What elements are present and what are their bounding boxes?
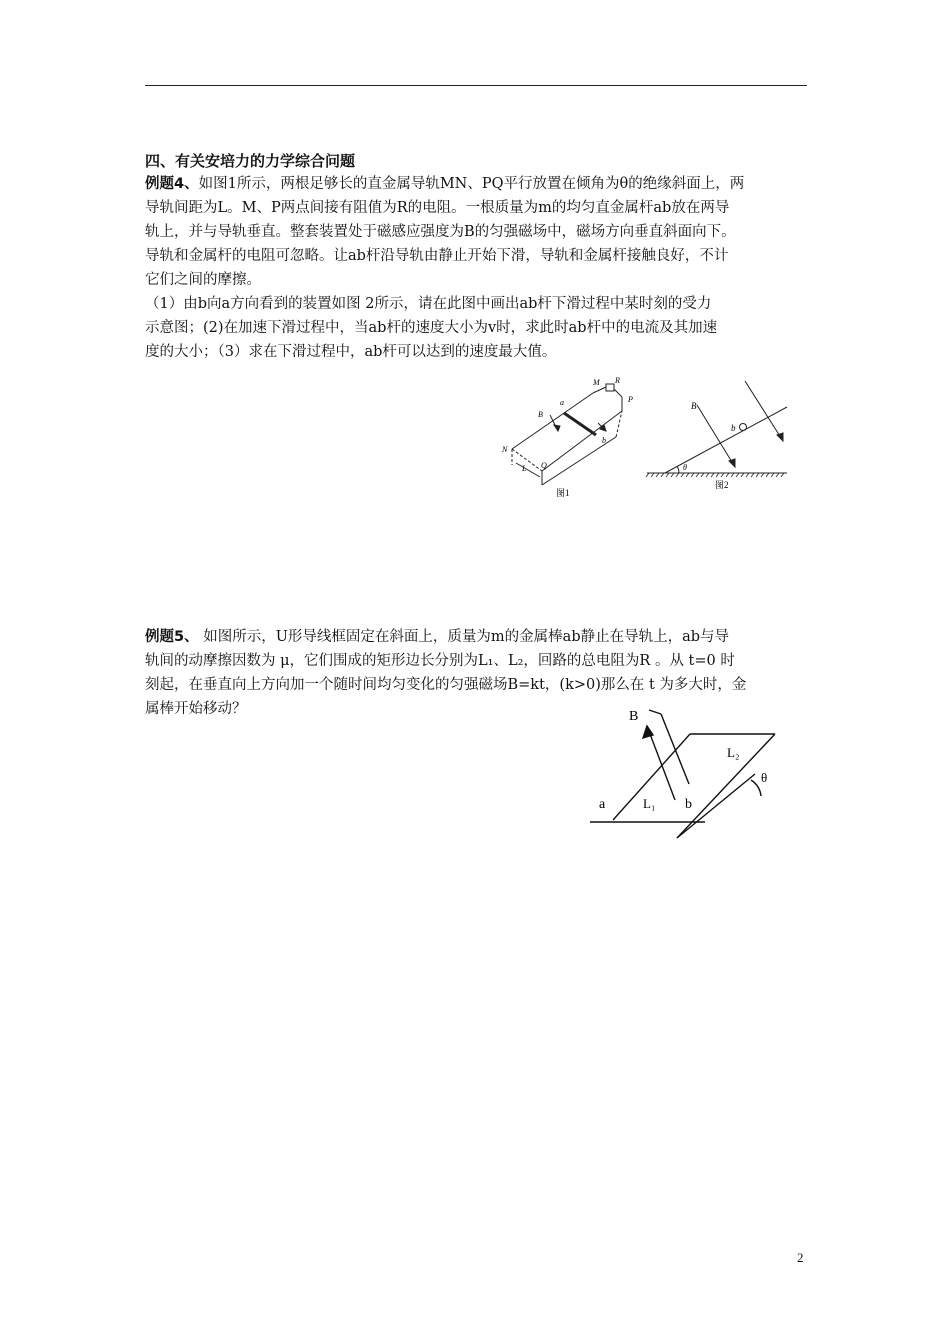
example5-label: 例题5、: [145, 629, 199, 645]
example4-line-0: 例题4、如图1所示，两根足够长的直金属导轨MN、PQ平行放置在倾角为θ的绝缘斜面上，两: [145, 176, 745, 192]
example4-line-3: 导轨和金属杆的电阻可忽略。让ab杆沿导轨由静止开始下滑，导轨和金属杆接触良好，不计: [145, 248, 729, 264]
fig1-label-a: a: [560, 398, 564, 407]
fig1-label-B: B: [538, 410, 543, 419]
section-title: 四、有关安培力的力学综合问题: [145, 152, 356, 170]
fig1-label-Q: Q: [541, 461, 547, 470]
page-number: 2: [797, 1250, 804, 1265]
ex5-label-L1: L₁: [643, 796, 656, 811]
fig1-caption: 图1: [556, 488, 570, 498]
ex5-label-B: B: [629, 709, 639, 724]
fig2-label-B: B: [691, 401, 697, 411]
fig2-label-b: b: [731, 423, 736, 433]
example4-text: [145, 172, 807, 364]
fig1-label-M: M: [593, 378, 600, 387]
fig2-caption: 图2: [715, 480, 729, 490]
example4-line-1: 导轨间距为L。M、P两点间接有阻值为R的电阻。一根质量为m的均匀直金属杆ab放在两导: [145, 200, 730, 216]
figure-2: [645, 375, 795, 495]
fig2-label-theta: θ: [683, 463, 687, 472]
fig1-label-b: b: [602, 436, 606, 445]
ex5-label-L2: L₂: [727, 745, 740, 760]
ex5-label-a: a: [599, 797, 606, 812]
example4-label: 例题4、: [145, 176, 199, 192]
figure-example5: [585, 700, 785, 845]
example4-line-6: 示意图；(2)在加速下滑过程中，当ab杆的速度大小为v时，求此时ab杆中的电流及其加速: [145, 320, 718, 336]
figure-1: [498, 375, 643, 500]
example5-line-3: 属棒开始移动？: [145, 701, 247, 717]
fig1-label-P: P: [628, 395, 633, 404]
example5-line-0: 例题5、 如图所示，U形导线框固定在斜面上，质量为m的金属棒ab静止在导轨上，ab与导: [145, 629, 730, 645]
fig1-label-N: N: [502, 445, 508, 454]
header-rule: [145, 85, 807, 86]
example5-line-2: 刻起，在垂直向上方向加一个随时间均匀变化的匀强磁场B=kt，(k>0)那么在 t 为多大时，金: [145, 677, 747, 693]
ex5-label-b: b: [685, 797, 692, 812]
ex5-label-theta: θ: [761, 770, 768, 785]
example4-line-5: （1）由b向a方向看到的装置如图 2所示，请在此图中画出ab杆下滑过程中某时刻的受力: [145, 296, 712, 312]
example5-line-1: 轨间的动摩擦因数为 μ，它们围成的矩形边长分别为L₁、L₂，回路的总电阻为R 。从 t=0 时: [145, 653, 735, 669]
example4-line-4: 它们之间的摩擦。: [145, 272, 261, 288]
fig1-label-L: L: [522, 464, 527, 473]
fig1-label-R: R: [615, 376, 620, 385]
example4-line-2: 轨上，并与导轨垂直。整套装置处于磁感应强度为B的匀强磁场中，磁场方向垂直斜面向下。: [145, 224, 736, 240]
example4-line-7: 度的大小；（3）求在下滑过程中，ab杆可以达到的速度最大值。: [145, 344, 557, 360]
